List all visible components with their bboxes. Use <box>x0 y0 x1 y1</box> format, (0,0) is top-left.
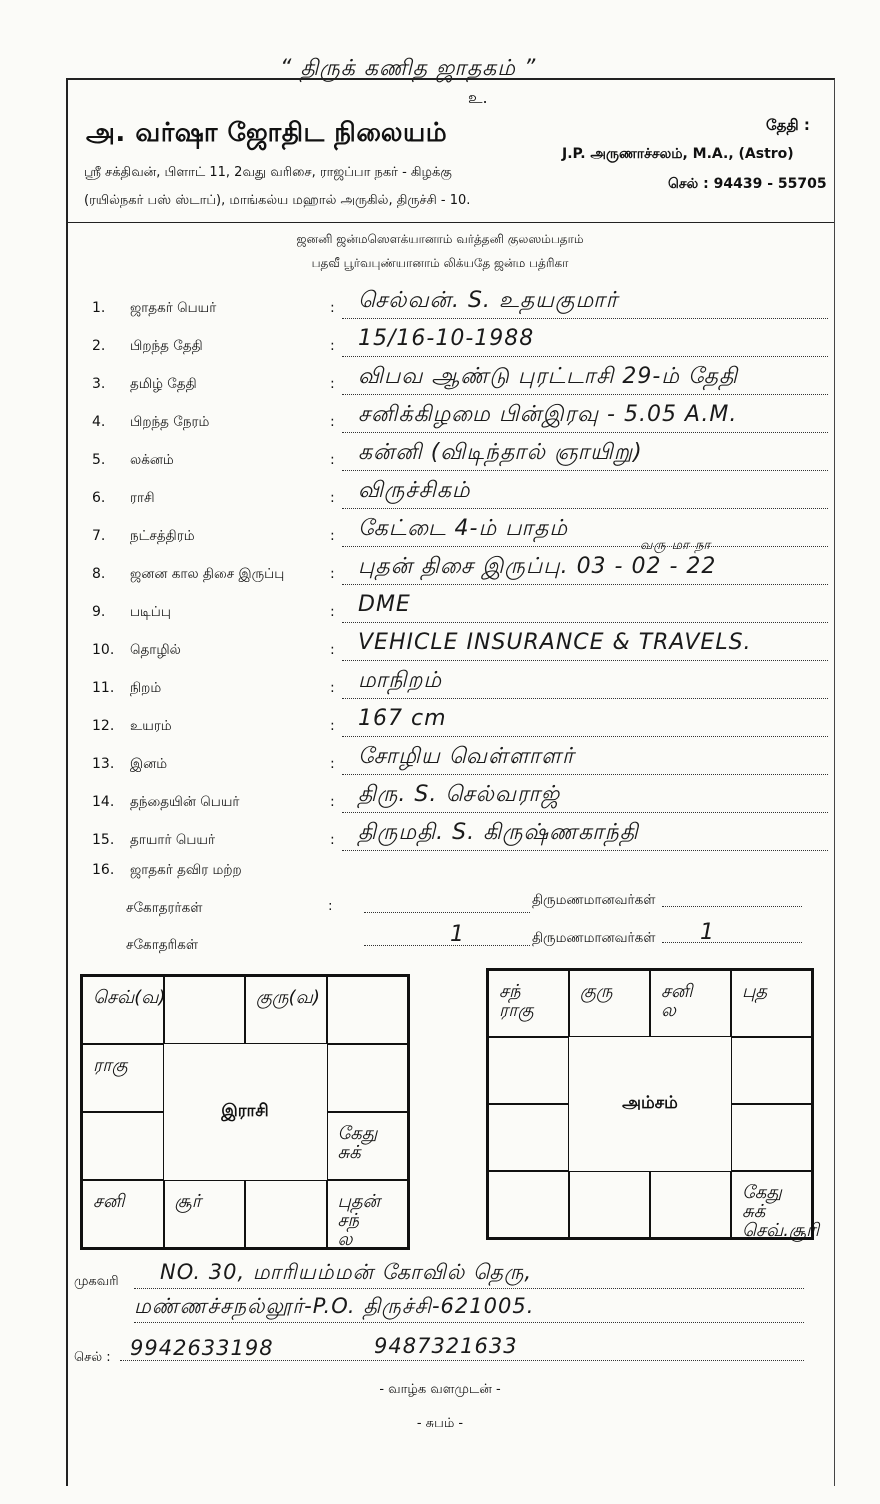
rasi-house-r0c2 <box>245 976 327 1044</box>
field-dotted-line <box>342 812 828 813</box>
sisters-count-line <box>364 945 530 946</box>
field-row <box>0 592 880 630</box>
field-label: நிறம் <box>130 680 162 696</box>
field-dotted-line <box>342 622 828 623</box>
field-row <box>0 440 880 478</box>
field-dotted-line <box>342 470 828 471</box>
rasi-house-r3c3 <box>327 1180 409 1248</box>
amsam-chart-title: அம்சம் <box>622 1093 678 1113</box>
amsam-planet-text: குரு <box>580 981 613 1002</box>
amsam-house-r2c3 <box>731 1104 812 1171</box>
field-label: பிறந்த தேதி <box>130 338 203 354</box>
amsam-house-r0c3 <box>731 970 812 1037</box>
field-value: 167 cm <box>358 706 447 731</box>
astrologer-name: J.P. அருணாச்சலம், M.A., (Astro) <box>562 146 794 162</box>
greeting: - வாழ்க வளமுடன் - <box>379 1382 501 1397</box>
field-row <box>0 782 880 820</box>
field-row <box>0 862 880 888</box>
rasi-chart-title: இராசி <box>221 1101 269 1121</box>
field-label: ஜனன கால திசை இருப்பு <box>130 566 285 582</box>
rasi-house-r0c3 <box>327 976 409 1044</box>
brothers-married-label: திருமணமானவர்கள் <box>532 892 656 908</box>
brothers-colon: : <box>328 898 333 914</box>
rasi-house-r1c3 <box>327 1044 409 1112</box>
field-row <box>0 820 880 858</box>
amsam-house-r0c2 <box>650 970 731 1037</box>
field-row <box>0 630 880 668</box>
address-value-2: மண்ணச்சநல்லூர்-P.O. திருச்சி-621005. <box>134 1294 535 1318</box>
address-line-1-dots <box>134 1288 804 1289</box>
field-colon: : <box>330 794 335 810</box>
field-colon: : <box>330 756 335 772</box>
rasi-planet-text: சனி <box>93 1191 125 1212</box>
field-value: விருச்சிகம் <box>358 478 471 503</box>
address-line-2-dots <box>134 1322 804 1323</box>
rasi-house-r0c1 <box>164 976 246 1044</box>
field-colon: : <box>330 414 335 430</box>
rasi-planet-text: சூர் <box>174 1191 202 1212</box>
header-divider <box>66 222 834 223</box>
field-value: மாநிறம் <box>358 668 443 693</box>
field-row <box>0 668 880 706</box>
top-handwritten-note: “ திருக் கணித ஜாதகம் ” <box>280 56 537 81</box>
sisters-label: சகோதரிகள் <box>126 937 199 953</box>
date-label: தேதி : <box>766 116 810 134</box>
field-value: சனிக்கிழமை பின்இரவு - 5.05 A.M. <box>358 402 738 427</box>
field-label: தொழில் <box>130 642 181 658</box>
amsam-planet-text: கேது சுக் செவ்.சூரி <box>742 1182 820 1241</box>
field-value: சோழிய வெள்ளாளர் <box>358 744 575 769</box>
field-value: புதன் திசை இருப்பு. 03 - 02 - 22 <box>358 554 717 579</box>
field-dotted-line <box>342 660 828 661</box>
field-dotted-line <box>342 546 828 547</box>
field-row <box>0 402 880 440</box>
phone-number: செல் : 94439 - 55705 <box>668 176 827 192</box>
amsam-planet-text: சனி ல <box>661 981 693 1021</box>
field-dotted-line <box>342 774 828 775</box>
field-number: 12. <box>92 718 115 734</box>
amsam-planet-text: சந் ராகு <box>499 981 534 1021</box>
footer-phone-label: செல் : <box>74 1350 111 1365</box>
rasi-house-r3c1 <box>164 1180 246 1248</box>
field-colon: : <box>330 832 335 848</box>
rasi-house-r3c2 <box>245 1180 327 1248</box>
field-number: 5. <box>92 452 106 468</box>
field-number: 13. <box>92 756 115 772</box>
amsam-house-r0c0 <box>488 970 569 1037</box>
field-label: பிறந்த நேரம் <box>130 414 210 430</box>
field-label: ராசி <box>130 490 155 506</box>
field-colon: : <box>330 528 335 544</box>
field-value: கன்னி (விடிந்தால் ஞாயிறு) <box>358 440 643 465</box>
rasi-planet-text: குரு(வ) <box>256 987 320 1008</box>
rasi-planet-text: செவ்(வ) <box>93 987 166 1008</box>
footer-phone-dots <box>120 1360 804 1361</box>
field-row <box>0 554 880 592</box>
field-colon: : <box>330 300 335 316</box>
field-label: படிப்பு <box>130 604 171 620</box>
field-value: DME <box>358 592 411 617</box>
closing: - சுபம் - <box>416 1416 464 1431</box>
brothers-count-line <box>364 912 530 913</box>
address-label: முகவரி <box>74 1274 119 1289</box>
brothers-label: சகோதரர்கள் <box>126 900 203 916</box>
field-number: 1. <box>92 300 106 316</box>
field-dotted-line <box>342 736 828 737</box>
field-label: இனம் <box>130 756 168 772</box>
field-value: 15/16-10-1988 <box>358 326 535 351</box>
rasi-house-r2c3 <box>327 1112 409 1180</box>
field-colon: : <box>330 604 335 620</box>
field-dotted-line <box>342 318 828 319</box>
field-value: செல்வன். S. உதயகுமார் <box>358 288 619 313</box>
rasi-planet-text: புதன் சந் ல <box>337 1191 381 1250</box>
field-row <box>0 744 880 782</box>
field-dotted-line <box>342 394 828 395</box>
address-line-2: (ரயில்நகர் பஸ் ஸ்டாப்), மாங்கல்ய மஹால் அருகில், திருச்சி - 10. <box>84 193 471 208</box>
amsam-house-r0c1 <box>569 970 650 1037</box>
sisters-married-label: திருமணமானவர்கள் <box>532 930 656 946</box>
field-dotted-line <box>342 356 828 357</box>
field-number: 4. <box>92 414 106 430</box>
field-row <box>0 326 880 364</box>
address-value-1: NO. 30, மாரியம்மன் கோவில் தெரு, <box>160 1260 533 1284</box>
field-label: லக்னம் <box>130 452 174 468</box>
rasi-planet-text: கேது சுக் <box>337 1123 378 1163</box>
field-value: VEHICLE INSURANCE & TRAVELS. <box>358 630 752 655</box>
field-colon: : <box>330 642 335 658</box>
field-colon: : <box>330 718 335 734</box>
field-number: 7. <box>92 528 106 544</box>
field-colon: : <box>330 680 335 696</box>
field-label: தாயார் பெயர் <box>130 832 216 848</box>
field-colon: : <box>330 338 335 354</box>
rasi-planet-text: ராகு <box>93 1055 128 1076</box>
field-label: ஜாதகர் தவிர மற்ற <box>130 862 242 878</box>
field-colon: : <box>330 376 335 392</box>
field-number: 15. <box>92 832 115 848</box>
field-number: 9. <box>92 604 106 620</box>
rasi-house-r1c0 <box>82 1044 164 1112</box>
rasi-house-r0c0 <box>82 976 164 1044</box>
sisters-count: 1 <box>450 922 465 947</box>
field-number: 8. <box>92 566 106 582</box>
field-row <box>0 516 880 554</box>
sisters-married-count: 1 <box>700 920 715 945</box>
field-number: 10. <box>92 642 115 658</box>
field-dotted-line <box>342 698 828 699</box>
top-mark: உ. <box>468 88 488 107</box>
footer-phone-2: 9487321633 <box>374 1334 518 1358</box>
dasa-units: வரு மா நா <box>640 538 712 553</box>
amsam-planet-text: புத <box>742 981 768 1002</box>
brothers-married-line <box>662 906 802 907</box>
rasi-house-r3c0 <box>82 1180 164 1248</box>
field-label: உயரம் <box>130 718 172 734</box>
amsam-house-r3c2 <box>650 1171 731 1238</box>
amsam-house-r1c3 <box>731 1037 812 1104</box>
field-colon: : <box>330 490 335 506</box>
field-row <box>0 288 880 326</box>
field-label: தந்தையின் பெயர் <box>130 794 240 810</box>
field-row <box>0 478 880 516</box>
blessing-line-1: ஜனனி ஜன்மஸௌக்யானாம் வர்த்தனி குலஸம்பதாம் <box>296 232 584 246</box>
field-label: ஜாதகர் பெயர் <box>130 300 217 316</box>
field-value: கேட்டை 4-ம் பாதம் <box>358 516 569 541</box>
field-colon: : <box>330 566 335 582</box>
field-number: 3. <box>92 376 106 392</box>
field-label: தமிழ் தேதி <box>130 376 197 392</box>
field-number: 11. <box>92 680 115 696</box>
amsam-house-r2c0 <box>488 1104 569 1171</box>
field-number: 16. <box>92 862 115 878</box>
amsam-house-r3c3 <box>731 1171 820 1241</box>
page-title: அ. வர்ஷா ஜோதிட நிலையம் <box>86 118 448 148</box>
address-line-1: ஸ்ரீ சக்திவன், பிளாட் 11, 2வது வரிசை, ராஜப்பா நகர் - கிழக்கு <box>84 165 452 180</box>
amsam-chart <box>486 968 820 1241</box>
blessing-line-2: பதவீ பூர்வபுண்யானாம் லிக்யதே ஜன்ம பத்ரிகா <box>311 256 569 270</box>
field-label: நட்சத்திரம் <box>130 528 195 544</box>
field-number: 2. <box>92 338 106 354</box>
field-value: திரு. S. செல்வராஜ் <box>358 782 561 807</box>
footer-phone-1: 9942633198 <box>130 1336 274 1360</box>
rasi-house-r2c0 <box>82 1112 164 1180</box>
amsam-house-r1c0 <box>488 1037 569 1104</box>
amsam-house-r3c0 <box>488 1171 569 1238</box>
field-row <box>0 706 880 744</box>
sisters-married-line <box>662 942 802 943</box>
rasi-chart <box>80 974 410 1250</box>
field-colon: : <box>330 452 335 468</box>
field-value: திருமதி. S. கிருஷ்ணகாந்தி <box>358 820 639 845</box>
field-number: 14. <box>92 794 115 810</box>
field-row <box>0 364 880 402</box>
field-dotted-line <box>342 584 828 585</box>
field-dotted-line <box>342 508 828 509</box>
field-number: 6. <box>92 490 106 506</box>
field-value: விபவ ஆண்டு புரட்டாசி 29-ம் தேதி <box>358 364 738 389</box>
field-dotted-line <box>342 432 828 433</box>
field-dotted-line <box>342 850 828 851</box>
amsam-house-r3c1 <box>569 1171 650 1238</box>
